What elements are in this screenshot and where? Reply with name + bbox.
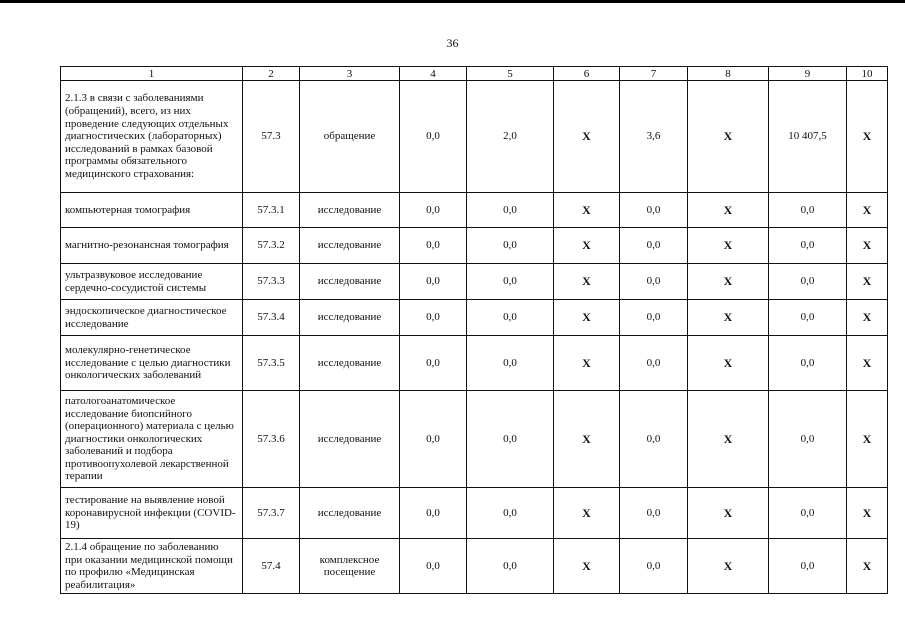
row-unit: комплексное посещение <box>300 539 400 594</box>
table-row <box>61 264 888 300</box>
column-number: 5 <box>467 67 554 81</box>
value-col5: 0,0 <box>467 488 554 539</box>
value-col6: X <box>554 300 620 336</box>
value-col4: 0,0 <box>400 391 467 488</box>
row-unit: исследование <box>300 264 400 300</box>
row-name: компьютерная томография <box>61 193 243 228</box>
value-col8: X <box>688 228 769 264</box>
column-number: 3 <box>300 67 400 81</box>
value-col5: 0,0 <box>467 539 554 594</box>
table-row <box>61 391 888 488</box>
header-row <box>61 67 888 81</box>
value-col9: 0,0 <box>769 228 847 264</box>
value-col9: 0,0 <box>769 264 847 300</box>
value-col10: X <box>847 391 888 488</box>
column-number: 4 <box>400 67 467 81</box>
value-col8: X <box>688 300 769 336</box>
value-col4: 0,0 <box>400 300 467 336</box>
scan-top-edge <box>0 0 905 3</box>
value-col6: X <box>554 193 620 228</box>
value-col7: 3,6 <box>620 81 688 193</box>
value-col4: 0,0 <box>400 264 467 300</box>
value-col7: 0,0 <box>620 488 688 539</box>
row-name: 2.1.3 в связи с заболеваниями (обращений), всего, из них проведение следующих отдельных диагностических (лабораторных) исследований в рамках базовой программы обязательного медицинского страхования: <box>61 81 243 193</box>
value-col6: X <box>554 391 620 488</box>
row-code: 57.3.7 <box>243 488 300 539</box>
value-col10: X <box>847 488 888 539</box>
value-col9: 0,0 <box>769 193 847 228</box>
row-name: магнитно-резонансная томография <box>61 228 243 264</box>
value-col9: 0,0 <box>769 539 847 594</box>
value-col9: 10 407,5 <box>769 81 847 193</box>
value-col8: X <box>688 488 769 539</box>
row-unit: исследование <box>300 488 400 539</box>
column-number: 8 <box>688 67 769 81</box>
value-col5: 0,0 <box>467 264 554 300</box>
row-name: ультразвуковое исследование сердечно-сосудистой системы <box>61 264 243 300</box>
value-col5: 2,0 <box>467 81 554 193</box>
row-name: патологоанатомическое исследование биопсийного (операционного) материала с целью диагностики онкологических заболеваний и подбора противоопухолевой лекарственной терапии <box>61 391 243 488</box>
data-table <box>60 66 888 594</box>
value-col5: 0,0 <box>467 193 554 228</box>
column-number: 6 <box>554 67 620 81</box>
row-code: 57.3.2 <box>243 228 300 264</box>
value-col10: X <box>847 539 888 594</box>
value-col10: X <box>847 228 888 264</box>
value-col5: 0,0 <box>467 336 554 391</box>
value-col4: 0,0 <box>400 81 467 193</box>
value-col7: 0,0 <box>620 264 688 300</box>
row-unit: исследование <box>300 336 400 391</box>
value-col7: 0,0 <box>620 539 688 594</box>
row-name: молекулярно-генетическое исследование с целью диагностики онкологических заболеваний <box>61 336 243 391</box>
row-code: 57.4 <box>243 539 300 594</box>
value-col4: 0,0 <box>400 488 467 539</box>
value-col9: 0,0 <box>769 336 847 391</box>
value-col7: 0,0 <box>620 193 688 228</box>
value-col5: 0,0 <box>467 228 554 264</box>
table-row <box>61 81 888 193</box>
value-col10: X <box>847 264 888 300</box>
value-col4: 0,0 <box>400 228 467 264</box>
value-col6: X <box>554 336 620 391</box>
column-number: 7 <box>620 67 688 81</box>
row-code: 57.3.4 <box>243 300 300 336</box>
value-col6: X <box>554 81 620 193</box>
column-number: 10 <box>847 67 888 81</box>
table-row <box>61 300 888 336</box>
table-row <box>61 228 888 264</box>
value-col4: 0,0 <box>400 336 467 391</box>
value-col8: X <box>688 539 769 594</box>
row-code: 57.3.1 <box>243 193 300 228</box>
page-number: 36 <box>446 36 459 50</box>
value-col6: X <box>554 228 620 264</box>
value-col9: 0,0 <box>769 391 847 488</box>
column-number: 2 <box>243 67 300 81</box>
value-col10: X <box>847 81 888 193</box>
row-unit: исследование <box>300 391 400 488</box>
value-col10: X <box>847 193 888 228</box>
row-unit: исследование <box>300 228 400 264</box>
value-col5: 0,0 <box>467 300 554 336</box>
value-col4: 0,0 <box>400 539 467 594</box>
value-col8: X <box>688 391 769 488</box>
table-row <box>61 336 888 391</box>
value-col6: X <box>554 488 620 539</box>
row-code: 57.3 <box>243 81 300 193</box>
row-unit: обращение <box>300 81 400 193</box>
row-code: 57.3.5 <box>243 336 300 391</box>
row-unit: исследование <box>300 300 400 336</box>
value-col8: X <box>688 81 769 193</box>
row-code: 57.3.6 <box>243 391 300 488</box>
value-col7: 0,0 <box>620 336 688 391</box>
value-col10: X <box>847 300 888 336</box>
value-col10: X <box>847 336 888 391</box>
value-col4: 0,0 <box>400 193 467 228</box>
value-col8: X <box>688 336 769 391</box>
table-row <box>61 193 888 228</box>
column-number: 1 <box>61 67 243 81</box>
row-name: тестирование на выявление новой коронавирусной инфекции (COVID-19) <box>61 488 243 539</box>
value-col7: 0,0 <box>620 391 688 488</box>
value-col9: 0,0 <box>769 300 847 336</box>
value-col5: 0,0 <box>467 391 554 488</box>
table-row <box>61 488 888 539</box>
row-unit: исследование <box>300 193 400 228</box>
value-col8: X <box>688 264 769 300</box>
value-col7: 0,0 <box>620 300 688 336</box>
column-number: 9 <box>769 67 847 81</box>
value-col6: X <box>554 539 620 594</box>
value-col9: 0,0 <box>769 488 847 539</box>
table-row <box>61 539 888 594</box>
value-col6: X <box>554 264 620 300</box>
value-col7: 0,0 <box>620 228 688 264</box>
row-name: эндоскопическое диагностическое исследование <box>61 300 243 336</box>
row-name: 2.1.4 обращение по заболеванию при оказании медицинской помощи по профилю «Медицинская реабилитация» <box>61 539 243 594</box>
value-col8: X <box>688 193 769 228</box>
row-code: 57.3.3 <box>243 264 300 300</box>
